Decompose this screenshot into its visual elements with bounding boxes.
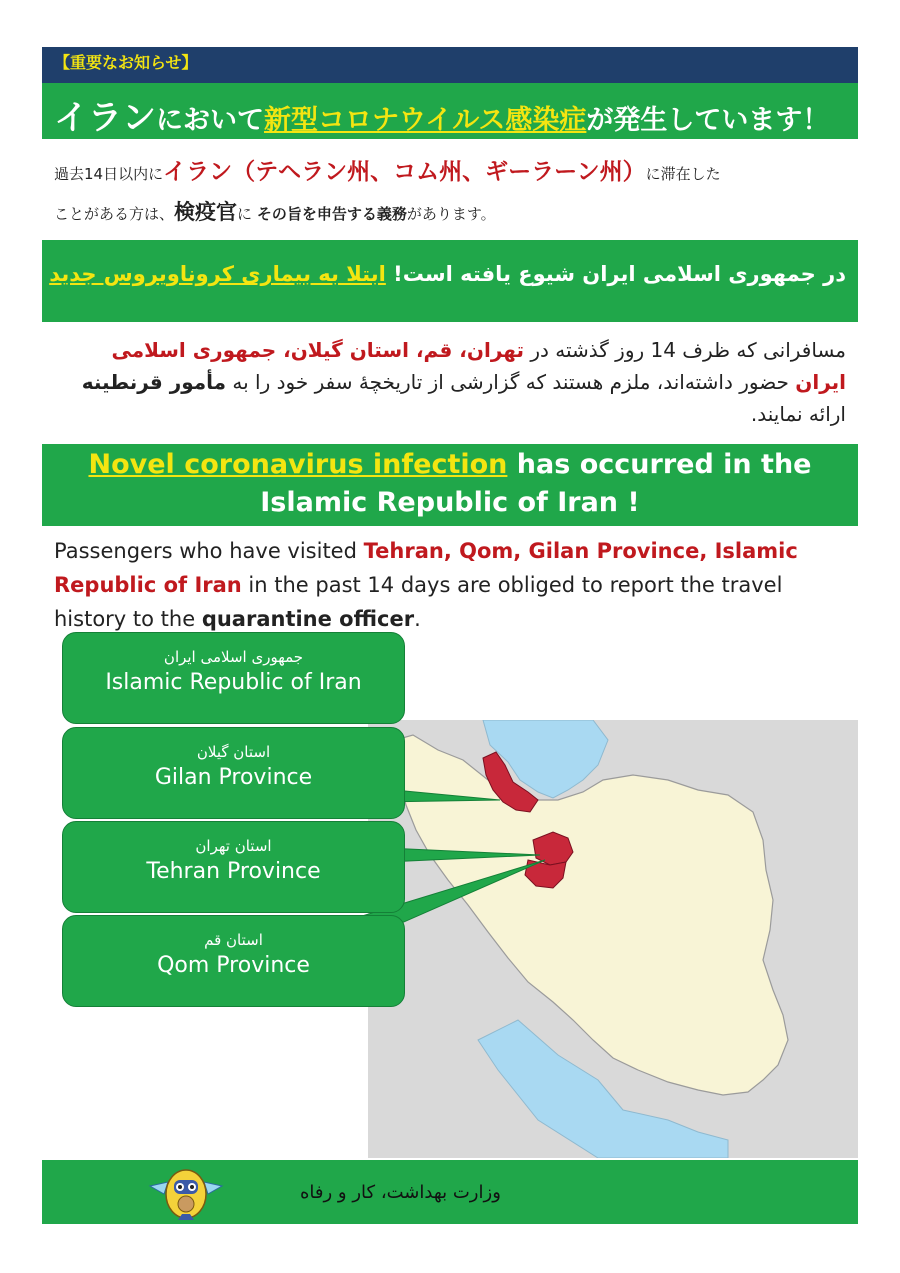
callout-qom [62, 915, 405, 1007]
notice-label: 【重要なお知らせ】 [54, 53, 198, 72]
callout-tehran-fa: استان تهران [195, 837, 272, 855]
fa-body: مسافرانی که ظرف 14 روز گذشته در تهران، قم، استان گیلان، جمهوری اسلامی ایران حضور داشته‌اند، ملزم هستند که گزارشی از تاریخچهٔ سفر خود را به مأمور قرنطینه ارائه نمایند. [81, 338, 846, 426]
jp-body-line1: 過去14日以内にイラン（テヘラン州、コム州、ギーラーン州）に滞在した [54, 159, 721, 185]
jp-title: イランにおいて新型コロナウイルス感染症が発生しています！ [54, 98, 830, 138]
callout-tehran-en: Tehran Province [146, 859, 321, 884]
callout-gilan-fa: استان گیلان [196, 743, 271, 761]
en-title: Novel coronavirus infection has occurred in the Islamic Republic of Iran ! [88, 449, 812, 518]
jp-body-line2: ことがある方は、検疫官に その旨を申告する義務があります。 [54, 200, 496, 224]
callout-iran-fa: جمهوری اسلامی ایران [163, 648, 304, 666]
callout-iran-en: Islamic Republic of Iran [105, 670, 362, 695]
callout-qom-fa: استان قم [204, 931, 263, 949]
callout-tehran [62, 821, 405, 913]
callout-gilan [62, 727, 405, 819]
fa-title: در جمهوری اسلامی ایران شیوع یافته است! ابتلا به بیماری کروناویروس جدید [49, 262, 846, 286]
callout-gilan-en: Gilan Province [154, 765, 313, 790]
ministry-name: وزارت بهداشت، کار و رفاه [300, 1182, 501, 1203]
callout-iran [62, 632, 405, 724]
callout-qom-en: Qom Province [157, 953, 310, 978]
en-body: Passengers who have visited Tehran, Qom, Gilan Province, Islamic Republic of Iran in the past 14 days are obliged to report the travel history to the quarantine officer. [54, 539, 798, 631]
mascot-icon [148, 1164, 224, 1222]
